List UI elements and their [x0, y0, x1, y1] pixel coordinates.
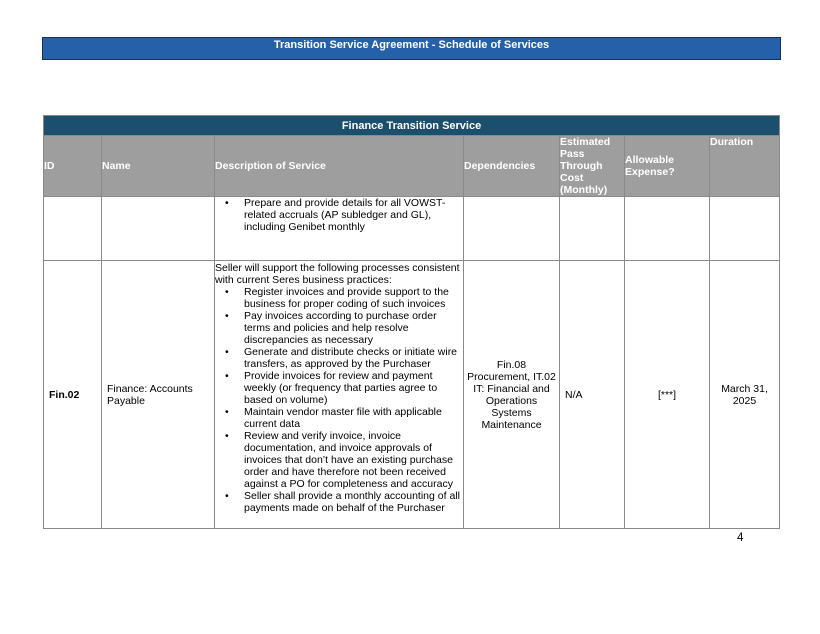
services-table — [43, 115, 780, 529]
col-header-dependencies: Dependencies — [464, 136, 560, 197]
bullet-item: • Register invoices and provide support to the business for proper coding of such invoices — [244, 286, 463, 310]
bullet-item: • Review and verify invoice, invoice documentation, and invoice approvals of invoices that don’t have an existing purchase order and have therefore not been received against a PO for completeness and accuracy — [244, 430, 463, 490]
table-title-row — [44, 116, 780, 136]
col-header-description: Description of Service — [215, 136, 464, 197]
description-cell — [215, 197, 464, 261]
page-banner-title: Transition Service Agreement - Schedule of Services — [42, 37, 781, 60]
row-duration: March 31, 2025 — [710, 261, 780, 529]
col-header-name: Name — [102, 136, 215, 197]
col-header-id: ID — [44, 136, 102, 197]
description-list — [215, 286, 463, 514]
table-title: Finance Transition Service — [44, 116, 780, 136]
bullet-item: • Generate and distribute checks or initiate wire transfers, as approved by the Purchaser — [244, 346, 463, 370]
row-dependencies: Fin.08 Procurement, IT.02 IT: Financial and Operations Systems Maintenance — [464, 261, 560, 529]
bullet-item: • Pay invoices according to purchase order terms and policies and help resolve discrepancies as necessary — [244, 310, 463, 346]
row-name: Finance: Accounts Payable — [102, 261, 215, 529]
row-cost: N/A — [560, 261, 625, 529]
description-cell — [215, 261, 464, 529]
row-expense: [***] — [625, 261, 710, 529]
col-header-expense: Allowable Expense? — [625, 136, 710, 197]
description-intro: Seller will support the following processes consistent with current Seres business practices: — [215, 262, 460, 286]
col-header-cost: Estimated Pass Through Cost (Monthly) — [560, 136, 625, 197]
col-header-duration: Duration — [710, 136, 780, 197]
bullet-item: • Maintain vendor master file with applicable current data — [244, 406, 463, 430]
row-id: Fin.02 — [44, 261, 102, 529]
table-row — [44, 197, 780, 261]
page-number: 4 — [737, 532, 744, 544]
table-header-row — [44, 136, 780, 197]
bullet-item: • Provide invoices for review and payment weekly (or frequency that parties agree to based on volume) — [244, 370, 463, 406]
bullet-item: • Prepare and provide details for all VOWST-related accruals (AP subledger and GL), including Genibet monthly — [244, 197, 463, 233]
bullet-item: • Seller shall provide a monthly accounting of all payments made on behalf of the Purchaser — [244, 490, 463, 514]
table-row — [44, 261, 780, 529]
